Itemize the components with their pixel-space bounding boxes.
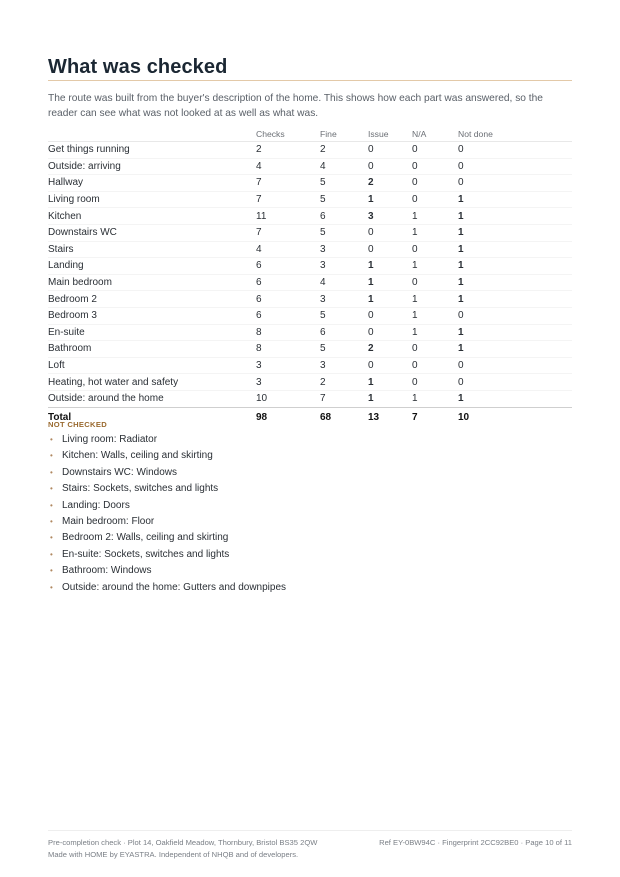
bullet-icon: • — [50, 451, 53, 461]
row-not-done: 1 — [458, 326, 464, 338]
list-item-text: Bathroom: Windows — [62, 565, 152, 577]
table-row — [48, 224, 572, 241]
list-item — [48, 530, 286, 546]
row-not-done: 0 — [458, 376, 464, 388]
column-header-checks: Checks — [256, 126, 320, 142]
row-fine: 2 — [320, 376, 326, 388]
row-fine: 3 — [320, 260, 326, 272]
footer-divider — [48, 830, 572, 831]
not-checked-heading: NOT CHECKED — [48, 420, 107, 429]
row-fine: 6 — [320, 326, 326, 338]
table-row — [48, 208, 572, 225]
row-na: 1 — [412, 293, 418, 305]
row-area: Stairs — [48, 243, 74, 255]
row-na: 1 — [412, 393, 418, 405]
row-na: 0 — [412, 160, 418, 172]
list-item-text: En-suite: Sockets, switches and lights — [62, 548, 230, 560]
row-na: 1 — [412, 326, 418, 338]
footer-address: Pre-completion check · Plot 14, Oakfield Meadow, Thornbury, Bristol BS35 2QW — [48, 838, 318, 847]
bullet-icon: • — [50, 467, 53, 477]
row-fine: 3 — [320, 360, 326, 372]
row-not-done: 0 — [458, 144, 464, 156]
table-row — [48, 324, 572, 341]
row-checks: 7 — [256, 177, 262, 189]
row-not-done: 1 — [458, 194, 464, 206]
list-item-text: Main bedroom: Floor — [62, 515, 155, 527]
row-fine: 5 — [320, 343, 326, 355]
row-issue: 0 — [368, 160, 374, 172]
row-not-done: 0 — [458, 310, 464, 322]
row-na: 0 — [412, 177, 418, 189]
row-area: Outside: around the home — [48, 393, 164, 405]
page-footer — [48, 838, 572, 861]
list-item — [48, 514, 286, 530]
table-row — [48, 241, 572, 258]
list-item-text: Stairs: Sockets, switches and lights — [62, 483, 219, 495]
row-area: Bedroom 3 — [48, 310, 97, 322]
row-fine: 5 — [320, 177, 326, 189]
row-na: 1 — [412, 260, 418, 272]
row-issue: 1 — [368, 376, 374, 388]
total-checks: 98 — [256, 407, 320, 428]
column-header-fine: Fine — [320, 126, 368, 142]
page-title: What was checked — [48, 56, 228, 78]
row-issue: 1 — [368, 260, 374, 272]
row-not-done: 1 — [458, 227, 464, 239]
row-not-done: 1 — [458, 243, 464, 255]
row-na: 0 — [412, 144, 418, 156]
title-divider — [48, 80, 572, 81]
table-row — [48, 291, 572, 308]
row-checks: 4 — [256, 243, 262, 255]
list-item — [48, 580, 286, 596]
total-not-done: 10 — [458, 407, 572, 428]
table-row — [48, 258, 572, 275]
row-issue: 0 — [368, 243, 374, 255]
row-checks: 6 — [256, 293, 262, 305]
bullet-icon: • — [50, 549, 53, 559]
row-not-done: 1 — [458, 393, 464, 405]
row-fine: 7 — [320, 393, 326, 405]
table-row — [48, 191, 572, 208]
total-fine: 68 — [320, 407, 368, 428]
table-total-row — [48, 407, 572, 428]
row-checks: 11 — [256, 210, 267, 222]
row-area: Loft — [48, 360, 65, 372]
column-header-area — [48, 126, 256, 142]
row-area: Outside: arriving — [48, 160, 121, 172]
row-not-done: 0 — [458, 160, 464, 172]
row-area: Bathroom — [48, 343, 92, 355]
row-issue: 0 — [368, 310, 374, 322]
row-area: Get things running — [48, 144, 130, 156]
row-checks: 8 — [256, 343, 262, 355]
row-na: 0 — [412, 376, 418, 388]
row-fine: 5 — [320, 227, 326, 239]
list-item — [48, 498, 286, 514]
table-row — [48, 341, 572, 358]
row-checks: 6 — [256, 260, 262, 272]
table-row — [48, 357, 572, 374]
list-item — [48, 563, 286, 579]
row-area: Heating, hot water and safety — [48, 376, 179, 388]
list-item — [48, 465, 286, 481]
row-checks: 3 — [256, 360, 262, 372]
column-header-not-done: Not done — [458, 126, 572, 142]
row-na: 0 — [412, 243, 418, 255]
row-fine: 6 — [320, 210, 326, 222]
list-item-text: Bedroom 2: Walls, ceiling and skirting — [62, 532, 229, 544]
list-item-text: Living room: Radiator — [62, 434, 158, 445]
list-item-text: Outside: around the home: Gutters and downpipes — [62, 581, 287, 593]
row-na: 0 — [412, 194, 418, 206]
row-checks: 6 — [256, 277, 262, 289]
row-fine: 3 — [320, 243, 326, 255]
row-na: 0 — [412, 360, 418, 372]
row-not-done: 1 — [458, 343, 464, 355]
row-na: 1 — [412, 227, 418, 239]
row-issue: 1 — [368, 194, 374, 206]
list-item-text: Kitchen: Walls, ceiling and skirting — [62, 450, 213, 462]
column-header-na: N/A — [412, 126, 458, 142]
bullet-icon: • — [50, 566, 53, 576]
row-fine: 4 — [320, 160, 326, 172]
row-not-done: 1 — [458, 210, 464, 222]
row-fine: 3 — [320, 293, 326, 305]
checks-table — [48, 126, 572, 428]
row-not-done: 0 — [458, 360, 464, 372]
bullet-icon: • — [50, 435, 53, 444]
row-issue: 0 — [368, 326, 374, 338]
list-item — [48, 448, 286, 464]
table-row — [48, 158, 572, 175]
row-na: 0 — [412, 277, 418, 289]
row-not-done: 1 — [458, 293, 464, 305]
row-checks: 3 — [256, 376, 262, 388]
intro-paragraph: The route was built from the buyer's description of the home. This shows how each part was answered, so the reader can see what was not looked at as well as what was. — [48, 93, 543, 119]
row-fine: 2 — [320, 144, 326, 156]
row-na: 1 — [412, 310, 418, 322]
row-checks: 8 — [256, 326, 262, 338]
row-area: Living room — [48, 194, 100, 206]
row-fine: 4 — [320, 277, 326, 289]
table-row — [48, 274, 572, 291]
row-issue: 3 — [368, 210, 374, 222]
bullet-icon: • — [50, 516, 53, 526]
row-fine: 5 — [320, 310, 326, 322]
footer-made-with: Made with HOME by EYASTRA. Independent of NHQB and of developers. — [48, 850, 299, 859]
row-issue: 0 — [368, 227, 374, 239]
row-issue: 2 — [368, 343, 374, 355]
table-row — [48, 390, 572, 407]
list-item-text: Downstairs WC: Windows — [62, 466, 178, 478]
row-not-done: 1 — [458, 260, 464, 272]
footer-reference: Ref EY-0BW94C · Fingerprint 2CC92BE0 · Page 10 of 11 — [379, 838, 572, 847]
row-checks: 7 — [256, 227, 262, 239]
not-checked-list — [48, 432, 286, 596]
list-item — [48, 547, 286, 563]
row-na: 1 — [412, 210, 418, 222]
bullet-icon: • — [50, 500, 53, 510]
table-row — [48, 175, 572, 192]
row-not-done: 1 — [458, 277, 464, 289]
row-not-done: 0 — [458, 177, 464, 189]
row-checks: 4 — [256, 160, 262, 172]
row-area: Main bedroom — [48, 277, 112, 289]
row-issue: 0 — [368, 144, 374, 156]
column-header-issue: Issue — [368, 126, 412, 142]
list-item — [48, 432, 286, 448]
row-checks: 10 — [256, 393, 268, 405]
row-na: 0 — [412, 343, 418, 355]
row-area: Hallway — [48, 177, 84, 189]
row-area: Bedroom 2 — [48, 293, 97, 305]
row-checks: 2 — [256, 144, 262, 156]
table-row — [48, 307, 572, 324]
bullet-icon: • — [50, 533, 53, 543]
row-issue: 1 — [368, 393, 374, 405]
table-row — [48, 142, 572, 159]
total-na: 7 — [412, 407, 458, 428]
row-area: Downstairs WC — [48, 227, 117, 239]
row-area: En-suite — [48, 326, 85, 338]
row-checks: 6 — [256, 310, 262, 322]
total-issue: 13 — [368, 407, 412, 428]
row-issue: 0 — [368, 360, 374, 372]
row-area: Landing — [48, 260, 84, 272]
list-item — [48, 481, 286, 497]
row-checks: 7 — [256, 194, 262, 206]
table-body — [48, 142, 572, 408]
list-item-text: Landing: Doors — [62, 499, 130, 511]
row-fine: 5 — [320, 194, 326, 206]
row-area: Kitchen — [48, 210, 82, 222]
total-label: Total — [48, 407, 256, 428]
row-issue: 1 — [368, 277, 374, 289]
table-header-row — [48, 126, 572, 142]
row-issue: 2 — [368, 177, 374, 189]
row-issue: 1 — [368, 293, 374, 305]
bullet-icon: • — [50, 582, 53, 592]
bullet-icon: • — [50, 484, 53, 494]
table-row — [48, 374, 572, 391]
